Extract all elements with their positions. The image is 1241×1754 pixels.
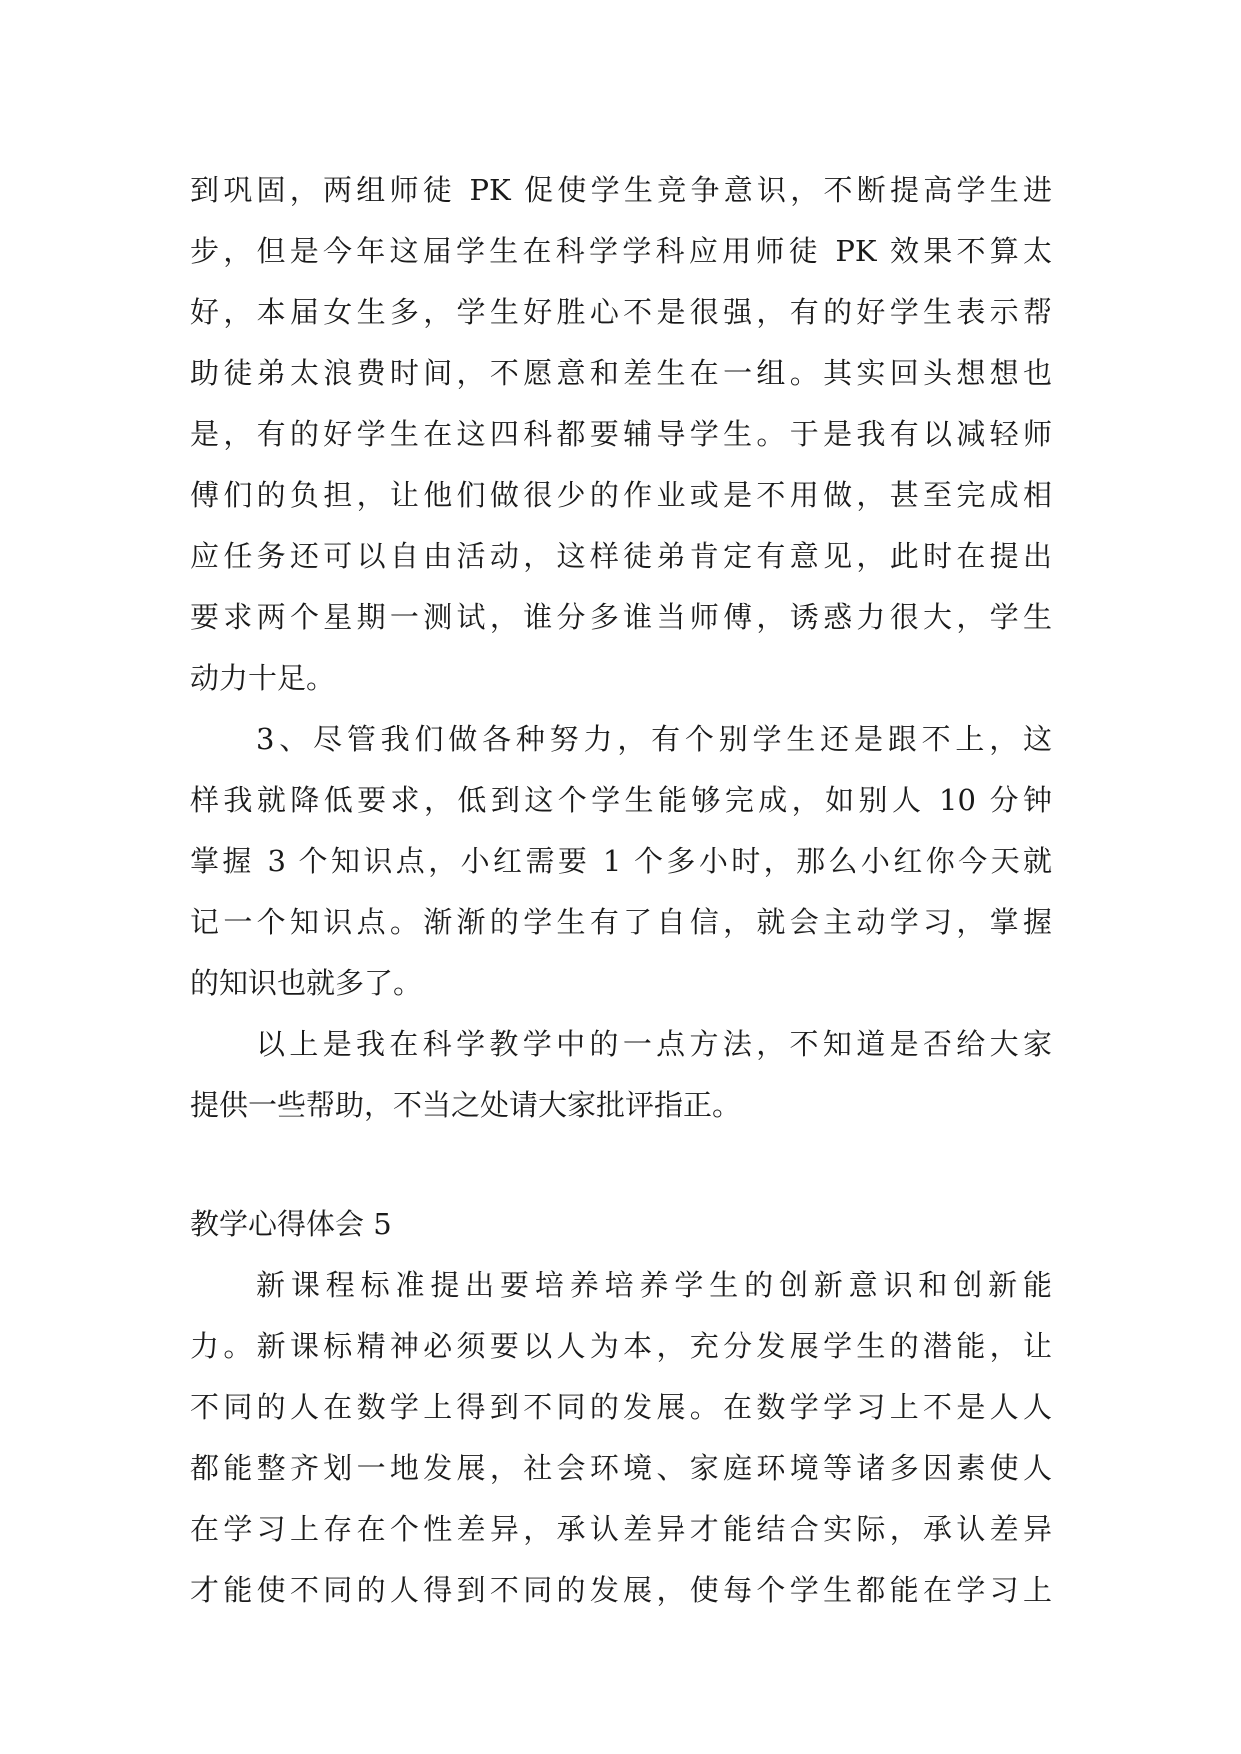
text-line: 新课程标准提出要培养培养学生的创新意识和创新能 (256, 1268, 1052, 1302)
section-spacer (190, 1136, 1052, 1194)
text-line: 以上是我在科学教学中的一点方法，不知道是否给大家 (256, 1027, 1052, 1061)
text-line: 力。新课标精神必须要以人为本，充分发展学生的潜能，让 (190, 1329, 1052, 1363)
paragraph-continuation (190, 160, 1052, 709)
text-line: 傅们的负担，让他们做很少的作业或是不用做，甚至完成相 (190, 478, 1052, 512)
paragraph-closing (190, 1014, 1052, 1136)
text-line: 才能使不同的人得到不同的发展，使每个学生都能在学习上 (190, 1573, 1052, 1607)
text-line: 助徒弟太浪费时间，不愿意和差生在一组。其实回头想想也 (190, 356, 1052, 390)
text-line: 提供一些帮助，不当之处请大家批评指正。 (190, 1088, 742, 1122)
text-line: 到巩固，两组师徒 PK 促使学生竞争意识，不断提高学生进 (190, 173, 1052, 207)
text-line: 好，本届女生多，学生好胜心不是很强，有的好学生表示帮 (190, 295, 1052, 329)
text-line: 要求两个星期一测试，谁分多谁当师傅，诱惑力很大，学生 (190, 600, 1052, 634)
text-line: 是，有的好学生在这四科都要辅导学生。于是我有以减轻师 (190, 417, 1052, 451)
text-line: 步，但是今年这届学生在科学学科应用师徒 PK 效果不算太 (190, 234, 1052, 268)
text-line: 的知识也就多了。 (190, 966, 423, 1000)
text-line: 动力十足。 (190, 661, 336, 695)
text-line: 样我就降低要求，低到这个学生能够完成，如别人 10 分钟 (190, 783, 1052, 817)
document-body (190, 160, 1052, 1621)
text-line: 都能整齐划一地发展，社会环境、家庭环境等诸多因素使人 (190, 1451, 1052, 1485)
paragraph-point-3 (190, 709, 1052, 1014)
text-line: 应任务还可以自由活动，这样徒弟肯定有意见，此时在提出 (190, 539, 1052, 573)
text-line: 3、尽管我们做各种努力，有个别学生还是跟不上，这 (256, 722, 1052, 756)
text-line: 掌握 3 个知识点，小红需要 1 个多小时，那么小红你今天就 (190, 844, 1052, 878)
paragraph-section-5 (190, 1255, 1052, 1621)
text-line: 在学习上存在个性差异，承认差异才能结合实际，承认差异 (190, 1512, 1052, 1546)
text-line: 不同的人在数学上得到不同的发展。在数学学习上不是人人 (190, 1390, 1052, 1424)
section-heading: 教学心得体会 5 (190, 1207, 392, 1241)
text-line: 记一个知识点。渐渐的学生有了自信，就会主动学习，掌握 (190, 905, 1052, 939)
